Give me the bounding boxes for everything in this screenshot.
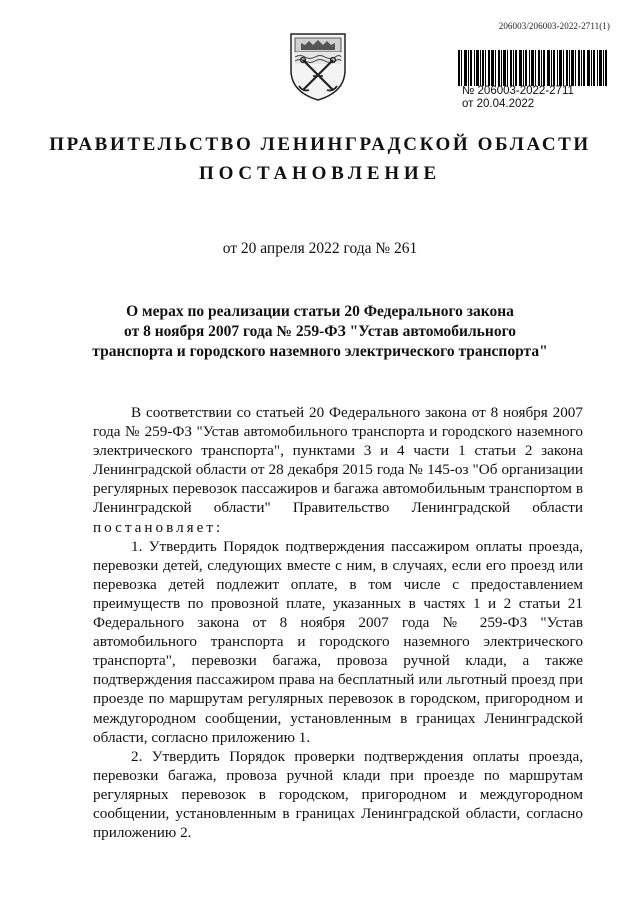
item-2-paragraph: 2. Утвердить Порядок проверки подтверждения оплаты проезда, перевозки багажа, провоза ручной клади при проезде по маршрутам регулярных перевозок в городском, пригородном и междугородном сообщении, установленным в границах Ленинградской области, согласно приложению 2. [93, 747, 583, 842]
subject-line: транспорта и городского наземного электрического транспорта" [92, 343, 548, 360]
document-subject [90, 302, 550, 362]
government-title: ПРАВИТЕЛЬСТВО ЛЕНИНГРАДСКОЙ ОБЛАСТИ [49, 134, 591, 155]
barcode [458, 50, 608, 86]
document-code: 206003/206003-2022-2711(1) [498, 21, 610, 31]
subject-line: О мерах по реализации статьи 20 Федерального закона [126, 303, 514, 320]
intro-text: В соответствии со статьей 20 Федерального закона от 8 ноября 2007 года № 259-ФЗ "Устав автомобильного транспорта и городского наземного электрического транспорта", пунктами 3 и 4 части 1 статьи 2 закона Ленинградской области от 28 декабря 2015 года № 145-оз "Об организации регулярных перевозок пассажиров и багажа автомобильным транспортом в Ленинградской области" Правительство Ленинградской области [93, 404, 583, 517]
document-body [93, 403, 583, 842]
item-1-paragraph: 1. Утвердить Порядок подтверждения пассажиром оплаты проезда, перевозки детей, следующих вместе с ним, в случаях, если его проезд или перевозка детей подлежит оплате, в том числе с предоставлением преимуществ по провозной плате, указанных в частях 1 и 2 статьи 21 Федерального закона от 8 ноября 2007 года № 259-ФЗ "Устав автомобильного транспорта и городского наземного электрического транспорта", перевозки багажа, провоза ручной клади, а также подтверждения пассажиром права на бесплатный или льготный проезд при проезде по маршрутам регулярных перевозок в городском, пригородном и междугородном сообщении, установленным в границах Ленинградской области, согласно приложению 1. [93, 537, 583, 746]
document-date-line: от 20 апреля 2022 года № 261 [222, 240, 418, 257]
intro-paragraph [93, 403, 583, 537]
resolves-word: постановляет: [93, 518, 224, 536]
registration-number: № 206003-2022-2711 [462, 85, 574, 97]
registration-date: от 20.04.2022 [462, 98, 535, 110]
coat-of-arms-emblem [287, 30, 349, 102]
document-type-title: ПОСТАНОВЛЕНИЕ [199, 163, 441, 184]
subject-line: от 8 ноября 2007 года № 259-ФЗ "Устав автомобильного [124, 323, 516, 340]
